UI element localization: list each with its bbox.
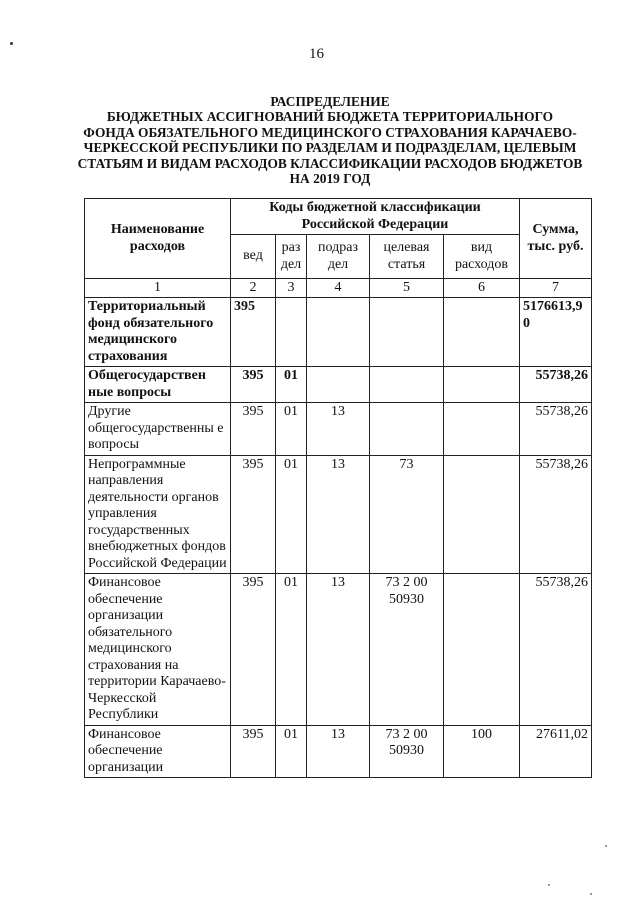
title-line: БЮДЖЕТНЫХ АССИГНОВАНИЙ БЮДЖЕТА ТЕРРИТОРИАЛЬНОГО	[106, 109, 554, 125]
column-number: 1	[85, 279, 231, 298]
row-name: Территориальный фонд обязательного медицинского страхования	[85, 298, 231, 367]
row-ved: 395	[231, 367, 276, 403]
scan-speck	[548, 884, 550, 886]
column-number: 5	[370, 279, 444, 298]
row-ved: 395	[231, 455, 276, 574]
header-tselevaya: целевая статья	[370, 235, 444, 279]
row-vid	[444, 367, 520, 403]
row-podrazdel	[307, 367, 370, 403]
row-sum: 27611,02	[520, 725, 592, 778]
table-row	[85, 455, 592, 574]
title-line: ЧЕРКЕССКОЙ РЕСПУБЛИКИ ПО РАЗДЕЛАМ И ПОДРАЗДЕЛАМ, ЦЕЛЕВЫМ	[83, 140, 577, 156]
column-number: 4	[307, 279, 370, 298]
header-codes: Коды бюджетной классификации Российской Федерации	[231, 199, 520, 235]
row-vid	[444, 298, 520, 367]
table-row	[85, 403, 592, 456]
row-podrazdel: 13	[307, 403, 370, 456]
row-vid	[444, 403, 520, 456]
header-podrazdel: подраз дел	[307, 235, 370, 279]
row-ved: 395	[231, 298, 276, 367]
budget-table	[84, 198, 592, 778]
header-name: Наименование расходов	[85, 199, 231, 279]
row-name: Другие общегосударственны е вопросы	[85, 403, 231, 456]
row-name: Непрограммные направления деятельности органов управления государственных внебюджетных фондов Российской Федерации	[85, 455, 231, 574]
row-ved: 395	[231, 574, 276, 726]
title-line: СТАТЬЯМ И ВИДАМ РАСХОДОВ КЛАССИФИКАЦИИ РАСХОДОВ БЮДЖЕТОВ	[77, 155, 583, 171]
row-razdel: 01	[276, 574, 307, 726]
title-line: РАСПРЕДЕЛЕНИЕ	[270, 94, 390, 109]
row-ved: 395	[231, 725, 276, 778]
row-razdel	[276, 298, 307, 367]
table-row	[85, 367, 592, 403]
row-tselevaya	[370, 298, 444, 367]
scan-speck	[605, 845, 607, 847]
row-tselevaya: 73 2 00 50930	[370, 725, 444, 778]
row-sum: 55738,26	[520, 574, 592, 726]
title-line: ФОНДА ОБЯЗАТЕЛЬНОГО МЕДИЦИНСКОГО СТРАХОВАНИЯ КАРАЧАЕВО-	[83, 124, 577, 140]
header-sum: Сумма, тыс. руб.	[520, 199, 592, 279]
row-sum: 5176613,90	[520, 298, 592, 367]
scan-speck	[10, 42, 13, 45]
row-name: Финансовое обеспечение организации	[85, 725, 231, 778]
row-sum: 55738,26	[520, 367, 592, 403]
row-name: Финансовое обеспечение организации обязательного медицинского страхования на территории Карачаево-Черкесской Республики	[85, 574, 231, 726]
column-number: 6	[444, 279, 520, 298]
row-podrazdel: 13	[307, 455, 370, 574]
row-tselevaya: 73	[370, 455, 444, 574]
row-razdel: 01	[276, 367, 307, 403]
row-podrazdel	[307, 298, 370, 367]
column-number: 3	[276, 279, 307, 298]
row-name: Общегосударствен ные вопросы	[85, 367, 231, 403]
title-line: НА 2019 ГОД	[289, 171, 371, 187]
row-vid: 100	[444, 725, 520, 778]
row-razdel: 01	[276, 403, 307, 456]
row-podrazdel: 13	[307, 574, 370, 726]
header-ved: вед	[231, 235, 276, 279]
row-vid	[444, 574, 520, 726]
row-podrazdel: 13	[307, 725, 370, 778]
row-sum: 55738,26	[520, 403, 592, 456]
document-title	[60, 94, 600, 186]
row-tselevaya: 73 2 00 50930	[370, 574, 444, 726]
table-row	[85, 725, 592, 778]
header-razdel: раз дел	[276, 235, 307, 279]
column-number: 2	[231, 279, 276, 298]
row-tselevaya	[370, 403, 444, 456]
row-tselevaya	[370, 367, 444, 403]
table-row	[85, 298, 592, 367]
column-number: 7	[520, 279, 592, 298]
row-razdel: 01	[276, 725, 307, 778]
row-ved: 395	[231, 403, 276, 456]
row-razdel: 01	[276, 455, 307, 574]
page-number: 16	[309, 46, 324, 62]
scan-speck	[590, 893, 592, 895]
header-vid: вид расходов	[444, 235, 520, 279]
row-vid	[444, 455, 520, 574]
table-row	[85, 574, 592, 726]
row-sum: 55738,26	[520, 455, 592, 574]
